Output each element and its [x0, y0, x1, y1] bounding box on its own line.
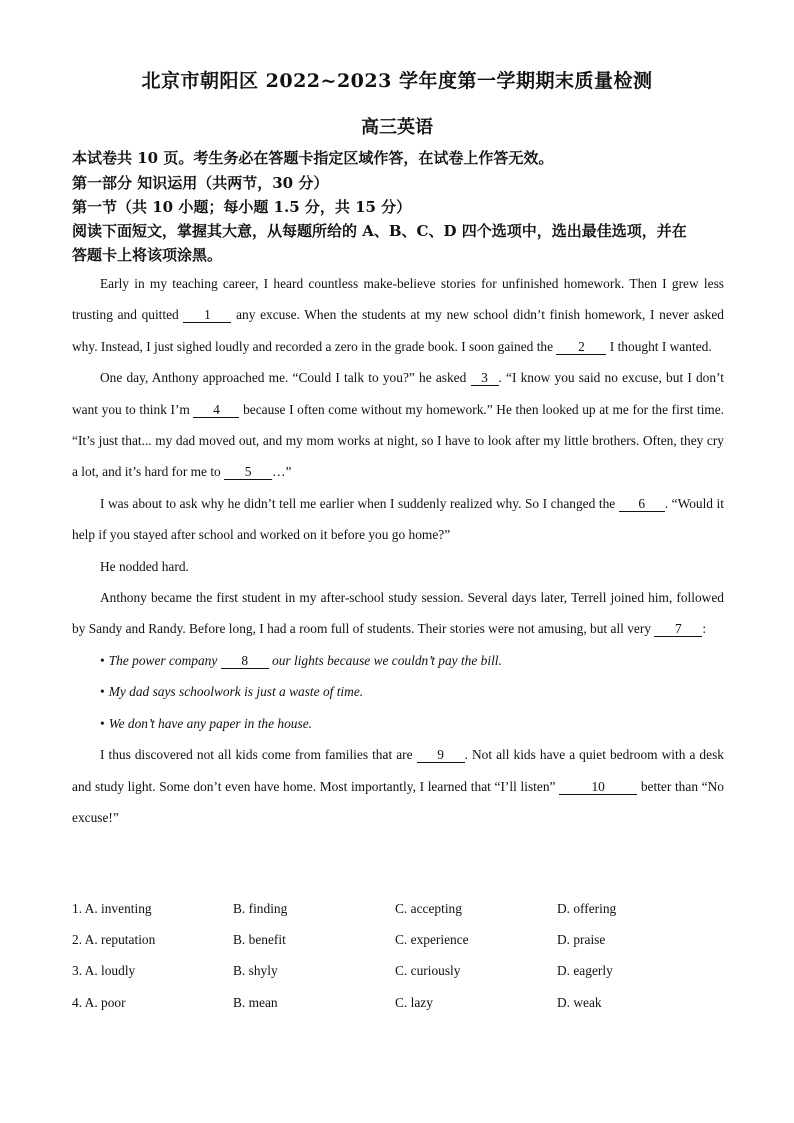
paragraph-3: I was about to ask why he didn’t tell me earlier when I suddenly realized why. So I changed the 6 . “Would it help if you stayed after school and worked on it before you go home?”: [72, 495, 724, 543]
blank-8: 8: [221, 653, 269, 669]
option-1d: D. offering: [557, 900, 617, 916]
blank-10: 10: [559, 779, 637, 795]
answer-options: [72, 893, 732, 1019]
directions-line-1: 阅读下面短文，掌握其大意，从每题所给的 A、B、C、D 四个选项中，选出最佳选项，并在: [72, 222, 687, 240]
blank-1: 1: [183, 307, 231, 323]
option-1b: B. finding: [233, 900, 288, 916]
option-3a: 3. A. loudly: [72, 963, 136, 979]
bullet-icon: •: [100, 715, 105, 731]
question-1-options: [72, 893, 732, 924]
bullet-item-1: • The power company 8 our lights because we couldn’t pay the bill.: [100, 652, 502, 668]
option-2d: D. praise: [557, 932, 606, 948]
bullet-icon: •: [100, 684, 105, 700]
question-3-options: [72, 956, 732, 987]
blank-2: 2: [556, 339, 606, 355]
bullet-icon: •: [100, 652, 105, 668]
option-4a: 4. A. poor: [72, 994, 126, 1010]
option-4c: C. lazy: [395, 994, 433, 1010]
paragraph-2: One day, Anthony approached me. “Could I talk to you?” he asked 3 . “I know you said no excuse, but I don’t want you to think I’m 4 because I often come without my homework.” He then looked up at me for the first time. “It’s just that... my dad moved out, and my mom works at night, so I have to look after my little brothers. Often, they cry a lot, and it’s hard for me to 5 …”: [72, 370, 725, 480]
blank-9: 9: [417, 747, 465, 763]
option-2b: B. benefit: [233, 932, 286, 948]
cloze-passage: [72, 268, 724, 833]
option-2a: 2. A. reputation: [72, 932, 156, 948]
option-3c: C. curiously: [395, 963, 461, 979]
option-4d: D. weak: [557, 994, 602, 1010]
blank-3: 3: [471, 370, 499, 386]
bullet-item-2: • My dad says schoolwork is just a waste of time.: [100, 684, 364, 700]
bullet-item-3: • We don’t have any paper in the house.: [100, 715, 312, 731]
page-title: 北京市朝阳区 2022~2023 学年度第一学期期末质量检测: [141, 70, 653, 92]
option-2c: C. experience: [395, 932, 469, 948]
option-4b: B. mean: [233, 994, 278, 1010]
part-heading: 第一部分 知识运用（共两节，30 分）: [72, 174, 329, 192]
question-2-options: [72, 924, 732, 955]
directions-line-2: 答题卡上将该项涂黑。: [72, 246, 223, 264]
option-1a: 1. A. inventing: [72, 900, 152, 916]
paragraph-6: I thus discovered not all kids come from families that are 9 . Not all kids have a quiet bedroom with a desk and study light. Some don’t even have home. Most importantly, I learned that “I’ll listen” 10 better than “No excuse!”: [72, 747, 724, 825]
question-4-options: [72, 987, 732, 1018]
option-1c: C. accepting: [395, 900, 462, 916]
blank-6: 6: [619, 496, 665, 512]
option-3b: B. shyly: [233, 963, 278, 979]
blank-5: 5: [224, 464, 272, 480]
paragraph-5: Anthony became the first student in my after-school study session. Several days later, Terrell joined him, followed by Sandy and Randy. Before long, I had a room full of students. Their stories were not amusing, but all very 7 :: [72, 590, 724, 637]
exam-notice: 本试卷共 10 页。考生务必在答题卡指定区域作答，在试卷上作答无效。: [72, 149, 554, 167]
blank-7: 7: [654, 621, 702, 637]
blank-4: 4: [193, 402, 239, 418]
page-subtitle: 高三英语: [361, 117, 433, 138]
paragraph-1: Early in my teaching career, I heard countless make-believe stories for unfinished homework. Then I grew less trusting and quitted 1 any excuse. When the students at my new school didn’t finish homework, I never asked why. Instead, I just sighed loudly and recorded a zero in the grade book. I soon gained the 2 I thought I wanted.: [72, 276, 725, 354]
section-heading: 第一节（共 10 小题；每小题 1.5 分，共 15 分）: [72, 198, 412, 216]
option-3d: D. eagerly: [557, 963, 613, 979]
paragraph-4: He nodded hard.: [100, 558, 189, 574]
